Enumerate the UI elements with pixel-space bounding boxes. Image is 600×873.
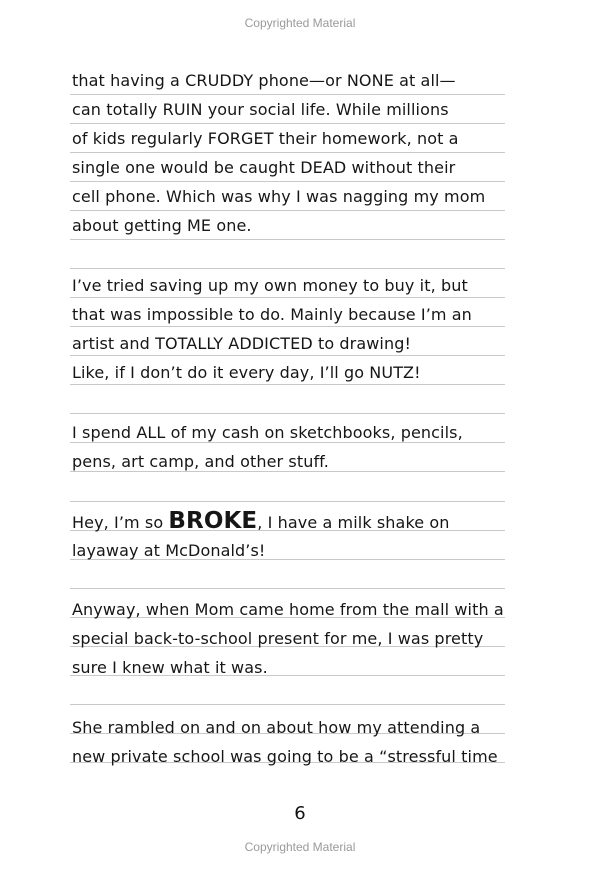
ruled-line [70, 297, 505, 298]
emphasized-word: BROKE [168, 508, 258, 534]
ruled-line [70, 413, 505, 414]
text-line: pens, art camp, and other stuff. [72, 452, 329, 471]
text-line [72, 510, 506, 534]
page-number: 6 [294, 803, 306, 824]
text-line: cell phone. Which was why I was nagging my mom [72, 187, 486, 206]
text-line: artist and TOTALLY ADDICTED to drawing! [72, 334, 411, 353]
text-line: of kids regularly FORGET their homework, not a [72, 129, 459, 148]
ruled-line [70, 268, 505, 269]
text-segment: , I have a milk shake on [257, 513, 450, 532]
copyright-watermark-bottom: Copyrighted Material [244, 840, 356, 854]
ruled-line [70, 355, 505, 356]
ruled-line [70, 326, 505, 327]
ruled-line [70, 123, 505, 124]
ruled-line [70, 384, 505, 385]
copyright-watermark-top: Copyrighted Material [244, 16, 356, 30]
ruled-line [70, 501, 505, 502]
text-line: new private school was going to be a “stressful time [72, 747, 498, 766]
text-line: can totally RUIN your social life. While millions [72, 100, 449, 119]
text-line: I’ve tried saving up my own money to buy it, but [72, 276, 468, 295]
text-line: that was impossible to do. Mainly because I’m an [72, 305, 472, 324]
ruled-line [70, 210, 505, 211]
ruled-line [70, 588, 505, 589]
text-segment: Hey, I’m so [72, 513, 169, 532]
text-line: single one would be caught DEAD without their [72, 158, 456, 177]
ruled-line [70, 152, 505, 153]
ruled-line [70, 704, 505, 705]
ruled-line [70, 94, 505, 95]
text-line: Anyway, when Mom came home from the mall with a [72, 600, 504, 619]
text-line: I spend ALL of my cash on sketchbooks, pencils, [72, 423, 463, 442]
text-line: about getting ME one. [72, 216, 252, 235]
text-line: Like, if I don’t do it every day, I’ll go NUTZ! [72, 363, 421, 382]
text-line: layaway at McDonald’s! [72, 541, 266, 560]
ruled-line [70, 239, 505, 240]
text-line: sure I knew what it was. [72, 658, 268, 677]
text-line: She rambled on and on about how my attending a [72, 718, 481, 737]
text-line: special back-to-school present for me, I was pretty [72, 629, 484, 648]
ruled-line [70, 181, 505, 182]
text-line: that having a CRUDDY phone—or NONE at all— [72, 71, 456, 90]
